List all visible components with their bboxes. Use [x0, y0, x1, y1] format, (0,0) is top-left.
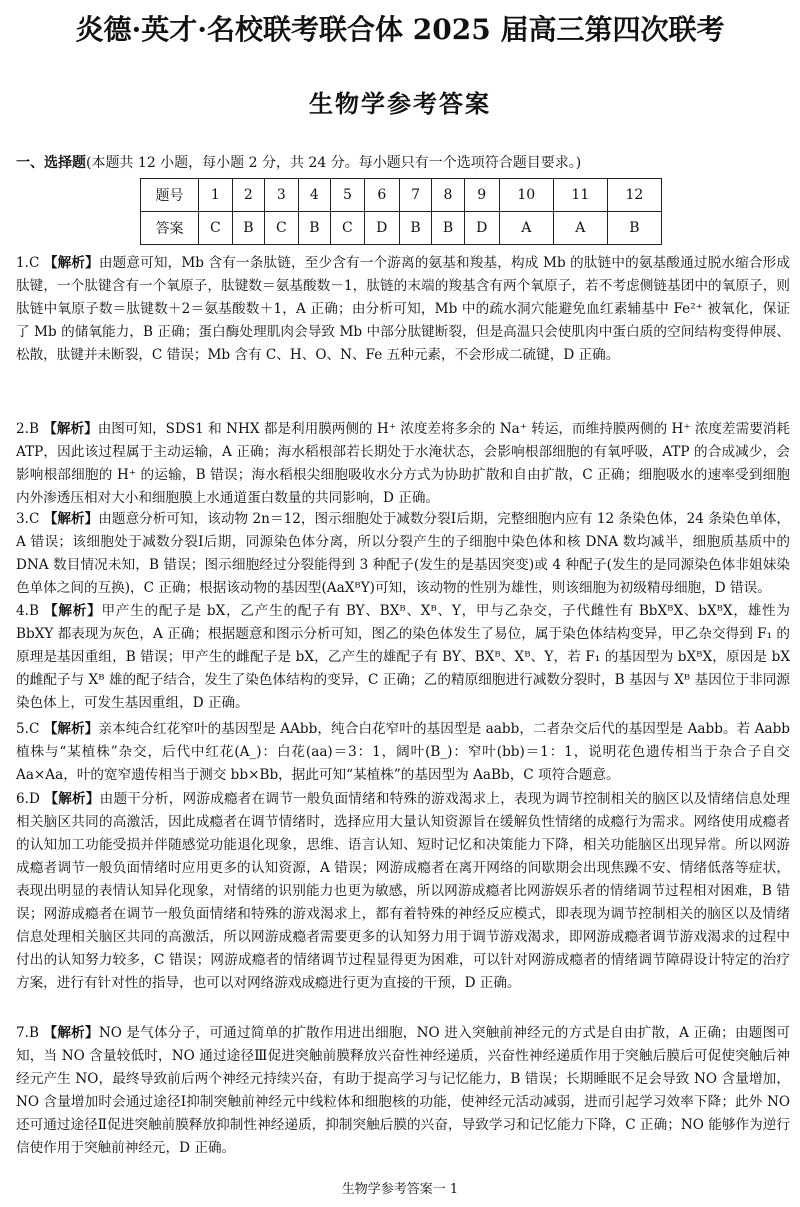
item-text: 亲本纯合红花窄叶的基因型是 AAbb，纯合白花窄叶的基因型是 aabb，二者杂交后代的基因型是 Aabb。若 Aabb 植株与“某植株”杂交，后代中红花(A_)：白花(aa)＝3：1，阔叶(B_)：窄叶(bb)＝1：1，说明花色遗传相当于杂合子自交 Aa×Aa，叶的宽窄遗传相当于测交 bb×Bb，据此可知“某植株”的基因型为 AaBb，C 项符合题意。 [16, 721, 790, 783]
question-number: 8 [432, 179, 464, 212]
item-text: 由题干分析，网游成瘾者在调节一般负面情绪和特殊的游戏渴求上，表现为调节控制相关的脑区以及情绪信息处理相关脑区共同的高激活，因此成瘾者在调节情绪时，选择应用大量认知资源旨在缓解负性情绪的成瘾行为需求。网络使用成瘾者的认知加工功能受损并伴随感觉功能退化现象，思维、语言认知、短时记忆和决策能力下降，相关功能脑区出现异常。所以网游成瘾者调节一般负面情绪时应用更多的认知资源，A 错误；网游成瘾者在离开网络的间歇期会出现焦躁不安、情绪低落等症状，表现出明显的表情认知异化现象，对情绪的识别能力也更为敏感，所以网游成瘾者比网游娱乐者的情绪调节过程相对困难，B 错误；网游成瘾者在调节一般负面情绪和特殊的游戏渴求上，都有着特殊的神经反应模式，即表现为调节控制相关的脑区以及情绪信息处理相关脑区共同的高激活，所以网游成瘾者需要更多的认知努力用于调节游戏渴求，即网游成瘾者调节游戏渴求的过程中付出的认知努力较多，C 错误；网游成瘾者的情绪调节过程显得更为困难，可以针对网游成瘾者的情绪调节障碍设计特定的治疗方案，进行有针对性的指导，也可以对网络游戏成瘾进行更为直接的干预，D 正确。 [16, 791, 791, 991]
answer-cell: A [553, 212, 607, 245]
question-number: 2 [232, 179, 264, 212]
analysis-tag: 【解析】 [43, 1025, 99, 1041]
answer-cell: C [331, 212, 365, 245]
section-heading [16, 152, 786, 172]
answer-cell: C [265, 212, 299, 245]
item-number: 2.B [16, 421, 39, 437]
question-number: 1 [199, 179, 233, 212]
section-title: 一、选择题 [16, 155, 86, 171]
analysis-tag: 【解析】 [43, 255, 99, 271]
answer-cell: B [432, 212, 464, 245]
item-number: 5.C [16, 721, 40, 737]
question-number: 11 [553, 179, 607, 212]
item-text: 由题意分析可知，该动物 2n＝12，图示细胞处于减数分裂Ⅰ后期，完整细胞内应有 12 条染色体，24 条染色单体，A 错误；该细胞处于减数分裂Ⅰ后期，同源染色体分离，所以分裂产生的子细胞中染色体和核 DNA 数均减半，细胞质基质中的 DNA 数目情况未知，B 错误；图示细胞经过分裂能得到 3 种配子(发生的是基因突变)或 4 种配子(发生的是同源染色体非姐妹染色单体之间的互换)，C 正确；根据该动物的基因型(AaXᴮY)可知，该动物的性别为雄性，则该细胞为初级精母细胞，D 错误。 [16, 511, 790, 596]
answer-cell: A [499, 212, 553, 245]
analysis-tag: 【解析】 [44, 603, 102, 619]
analysis-tag: 【解析】 [43, 511, 99, 527]
section-instruction: (本题共 12 小题，每小题 2 分，共 24 分。每小题只有一个选项符合题目要求。) [86, 155, 582, 171]
question-number: 7 [399, 179, 431, 212]
explanation-item-7 [16, 1022, 790, 1160]
answer-cell: B [607, 212, 661, 245]
item-text: 由图可知，SDS1 和 NHX 都是利用膜两侧的 H⁺ 浓度差将多余的 Na⁺ 转运，而维持膜两侧的 H⁺ 浓度差需要消耗 ATP，因此该过程属于主动运输，A 正确；海水稻根部若长期处于水淹状态，会影响根部细胞的有氧呼吸，ATP 的合成减少，会影响根部细胞的 H⁺ 的运输，B 错误；海水稻根尖细胞吸收水分方式为协助扩散和自由扩散，C 正确；细胞吸水的速率受到细胞内外渗透压相对大小和细胞膜上水通道蛋白数量的共同影响，D 正确。 [16, 421, 790, 506]
explanation-item-5 [16, 718, 790, 787]
item-number: 7.B [16, 1025, 39, 1041]
question-number: 5 [331, 179, 365, 212]
document-title: 炎德·英才·名校联考联合体 2025 届高三第四次联考 [75, 13, 725, 46]
explanation-item-3 [16, 508, 790, 600]
item-text: NO 是气体分子，可通过简单的扩散作用进出细胞，NO 进入突触前神经元的方式是自由扩散，A 正确；由题图可知，当 NO 含量较低时，NO 通过途径Ⅲ促进突触前膜释放兴奋性神经递质，兴奋性神经递质作用于突触后膜后可促使突触后神经元产生 NO，最终导致前后两个神经元持续兴奋，有助于提高学习与记忆能力，B 错误；长期睡眠不足会导致 NO 含量增加，NO 含量增加时会通过途径Ⅰ抑制突触前神经元中线粒体和细胞核的功能，使神经元活动减弱，进而引起学习效率下降；此外 NO 还可通过途径Ⅱ促进突触前膜释放抑制性神经递质，抑制突触后膜的兴奋，导致学习和记忆能力下降，C 正确；NO 能够作为逆行信使作用于突触前神经元，D 正确。 [16, 1025, 791, 1156]
answer-table-answer-row [141, 212, 662, 245]
item-number: 6.D [16, 791, 40, 807]
analysis-tag: 【解析】 [43, 421, 98, 437]
question-number: 10 [499, 179, 553, 212]
analysis-tag: 【解析】 [43, 721, 99, 737]
answer-table-number-row [141, 179, 662, 212]
answer-cell: C [199, 212, 233, 245]
explanation-item-1 [16, 252, 790, 367]
explanation-item-6 [16, 788, 790, 995]
item-number: 1.C [16, 255, 40, 271]
answer-cell: D [364, 212, 399, 245]
question-number: 3 [265, 179, 299, 212]
item-number: 4.B [16, 603, 39, 619]
explanation-item-2 [16, 418, 790, 510]
document-subtitle: 生物学参考答案 [309, 89, 491, 118]
question-number: 9 [464, 179, 499, 212]
item-text: 甲产生的配子是 bX，乙产生的配子有 BY、BXᴮ、Xᴮ、Y，甲与乙杂交，子代雌性有 BbXᴮX、bXᴮX，雄性为 BbXY 都表现为灰色，A 正确；根据题意和图示分析可知，图乙的染色体发生了易位，属于染色体结构变异，甲乙杂交得到 F₁ 的原理是基因重组，B 错误；甲产生的雌配子是 bX，乙产生的雄配子有 BY、BXᴮ、Xᴮ、Y，若 F₁ 的基因型为 bXᴮX，原因是 bX 的雌配子与 Xᴮ 雄的配子结合，发生了染色体结构的变异，C 正确；乙的精原细胞进行减数分裂时，B 基因与 Xᴮ 基因位于非同源染色体上，可发生基因重组，D 正确。 [16, 603, 790, 711]
item-text: 由题意可知，Mb 含有一条肽链，至少含有一个游离的氨基和羧基，构成 Mb 的肽链中的氨基酸通过脱水缩合形成肽键，一个肽键含有一个氧原子，肽键数＝氨基酸数－1，肽链的末端的羧基含有两个氧原子，若不考虑侧链基团中的氧原子，则肽链中氧原子数＝肽键数＋2＝氨基酸数＋1，A 正确；由分析可知，Mb 中的疏水洞穴能避免血红素辅基中 Fe²⁺ 被氧化，保证了 Mb 的储氧能力，B 正确；蛋白酶处理肌肉会导致 Mb 中部分肽键断裂，但是高温只会使肌肉中蛋白质的空间结构变得伸展、松散，肽键并未断裂，C 错误；Mb 含有 C、H、O、N、Fe 五种元素，不会形成二硫键，D 正确。 [16, 255, 791, 363]
answer-cell: D [464, 212, 499, 245]
answer-cell: B [232, 212, 264, 245]
answer-cell: B [399, 212, 431, 245]
analysis-tag: 【解析】 [44, 791, 100, 807]
item-number: 3.C [16, 511, 40, 527]
answer-cell: B [298, 212, 330, 245]
question-number: 12 [607, 179, 661, 212]
answer-table [140, 178, 662, 245]
explanation-item-4 [16, 600, 790, 715]
question-number: 6 [364, 179, 399, 212]
page-footer: 生物学参考答案一 1 [341, 1182, 459, 1197]
question-number: 4 [298, 179, 330, 212]
row-label-answer: 答案 [141, 212, 199, 245]
row-label-number: 题号 [141, 179, 199, 212]
